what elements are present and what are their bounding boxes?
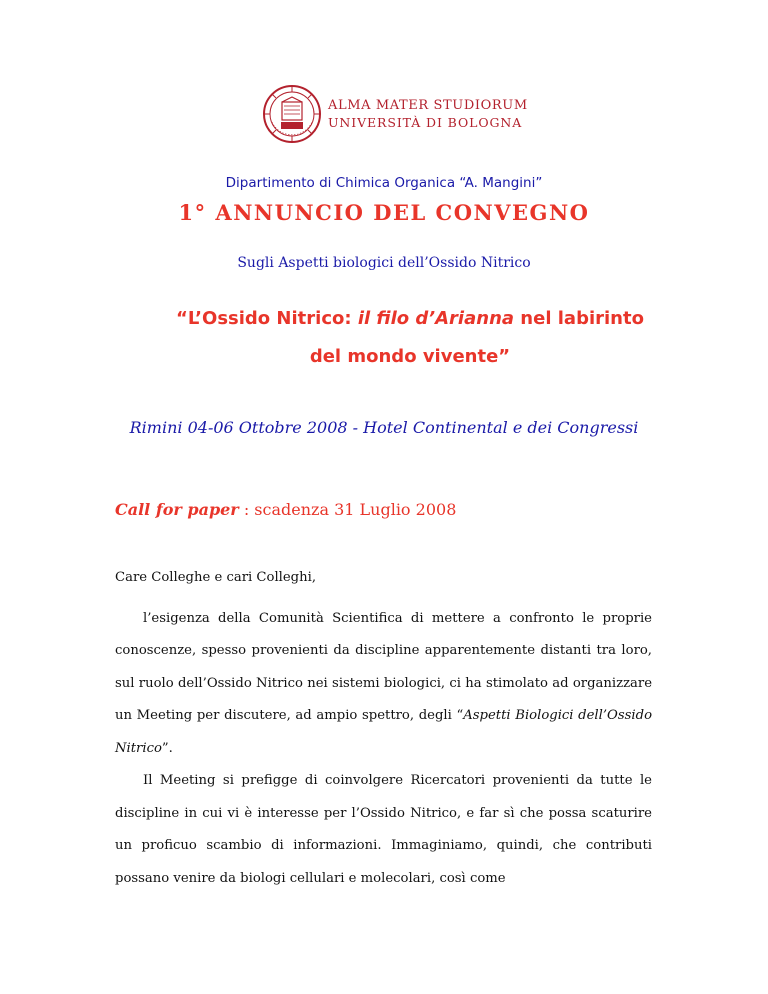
para1-italic: Aspetti Biologici dell’Ossido Nitrico (115, 708, 653, 756)
conference-motto (170, 300, 650, 376)
call-for-paper (115, 500, 456, 519)
letter-paragraph-1 (115, 603, 652, 766)
announcement-title: 1° ANNUNCIO DEL CONVEGNO (178, 200, 590, 225)
motto-italic: il filo d’Arianna (357, 308, 515, 329)
motto-part-1: “L’Ossido Nitrico: (176, 308, 358, 329)
university-logo (262, 84, 528, 144)
logo-line-2: UNIVERSITÀ DI BOLOGNA (328, 115, 523, 130)
department-heading: Dipartimento di Chimica Organica “A. Mangini” (225, 175, 543, 191)
call-for-paper-deadline: : scadenza 31 Luglio 2008 (238, 500, 457, 519)
letter-paragraph-2: Il Meeting si prefigge di coinvolgere Ricercatori provenienti da tutte le discipline in cui vi è interesse per l’Ossido Nitrico, e far sì che possa scaturire un proficuo scambio di informazioni. Immaginiamo, quindi, che contributi possano venire da biologi cellulari e molecolari, così come (115, 773, 652, 886)
venue-line: Rimini 04-06 Ottobre 2008 - Hotel Continental e dei Congressi (129, 418, 639, 437)
conference-subtitle: Sugli Aspetti biologici dell’Ossido Nitrico (237, 255, 531, 271)
letter-salutation: Care Colleghe e cari Colleghi, (115, 570, 317, 585)
motto-part-2: nel labirinto del mondo vivente” (309, 308, 644, 367)
letter-body (115, 562, 652, 895)
para1-text-a: l’esigenza della Comunità Scientifica di mettere a confronto le proprie conoscenze, spesso provenienti da discipline apparentemente distanti tra loro, sul ruolo dell’Ossido Nitrico nei sistemi biologici, ci ha stimolato ad organizzare un Meeting per discutere, ad ampio spettro, degli “ (115, 610, 652, 723)
para1-text-b: ”. (161, 740, 173, 756)
university-seal-icon (262, 84, 322, 144)
logo-line-1: ALMA MATER STUDIORUM (328, 98, 528, 113)
call-for-paper-label: Call for paper (115, 500, 239, 519)
